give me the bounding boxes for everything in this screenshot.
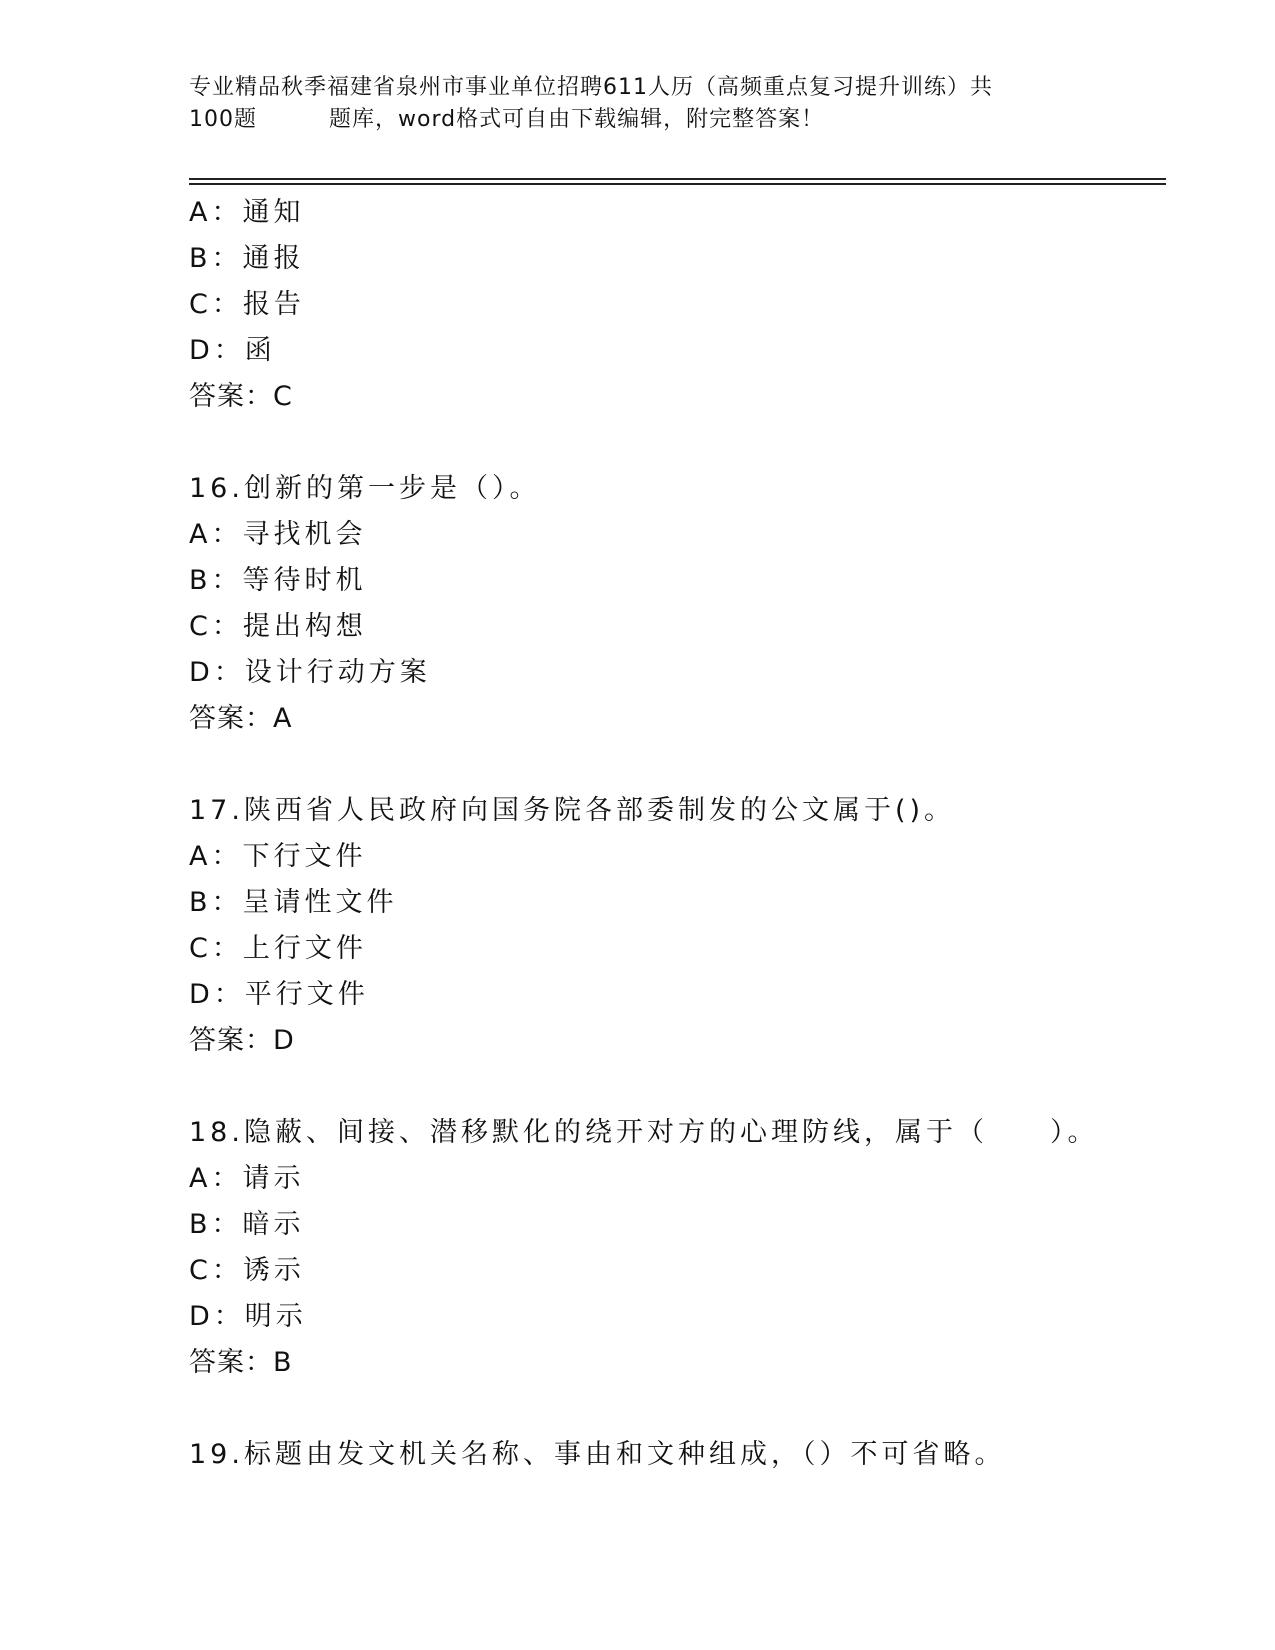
option-d: D：平行文件 [189,979,369,1010]
option-b: B：暗示 [189,1209,305,1240]
question-block-18 [189,1110,1166,1386]
header-rule-bottom [189,183,1166,185]
option-c: C：提出构想 [189,611,367,642]
block-spacer [189,420,1166,466]
question-text: 17.陕西省人民政府向国务院各部委制发的公文属于()。 [189,795,956,826]
document-header [189,72,1089,136]
option-a: A：请示 [189,1163,305,1194]
option-b: B：通报 [189,243,305,274]
question-block-15 [189,190,1166,420]
block-spacer [189,742,1166,788]
option-c: C：上行文件 [189,933,367,964]
option-d: D：明示 [189,1301,307,1332]
block-spacer [189,1386,1166,1432]
option-d: D：设计行动方案 [189,657,431,688]
option-b: B：等待时机 [189,565,367,596]
header-description: 题库，word格式可自由下载编辑，附完整答案！ [329,107,825,132]
header-rule-top [189,178,1166,180]
answer-line: 答案：C [189,381,293,412]
question-text: 16.创新的第一步是（）。 [189,473,541,504]
question-block-16 [189,466,1166,742]
block-spacer [189,1064,1166,1110]
option-a: A：寻找机会 [189,519,367,550]
option-a: A：下行文件 [189,841,367,872]
option-d: D：函 [189,335,276,366]
question-text: 19.标题由发文机关名称、事由和文种组成，（）不可省略。 [189,1439,1006,1470]
option-c: C：报告 [189,289,305,320]
answer-line: 答案：D [189,1025,295,1056]
header-question-count: 100题 [189,107,257,132]
option-a: A：通知 [189,197,305,228]
option-c: C：诱示 [189,1255,305,1286]
option-b: B：呈请性文件 [189,887,398,918]
question-block-17 [189,788,1166,1064]
question-list [189,190,1166,1478]
header-line-1: 专业精品秋季福建省泉州市事业单位招聘611人历（高频重点复习提升训练）共 [189,75,993,100]
question-block-19 [189,1432,1166,1478]
header-line-2 [189,104,1089,136]
answer-line: 答案：B [189,1347,293,1378]
question-text: 18.隐蔽、间接、潜移默化的绕开对方的心理防线，属于（ ）。 [189,1117,1099,1148]
answer-line: 答案：A [189,703,293,734]
